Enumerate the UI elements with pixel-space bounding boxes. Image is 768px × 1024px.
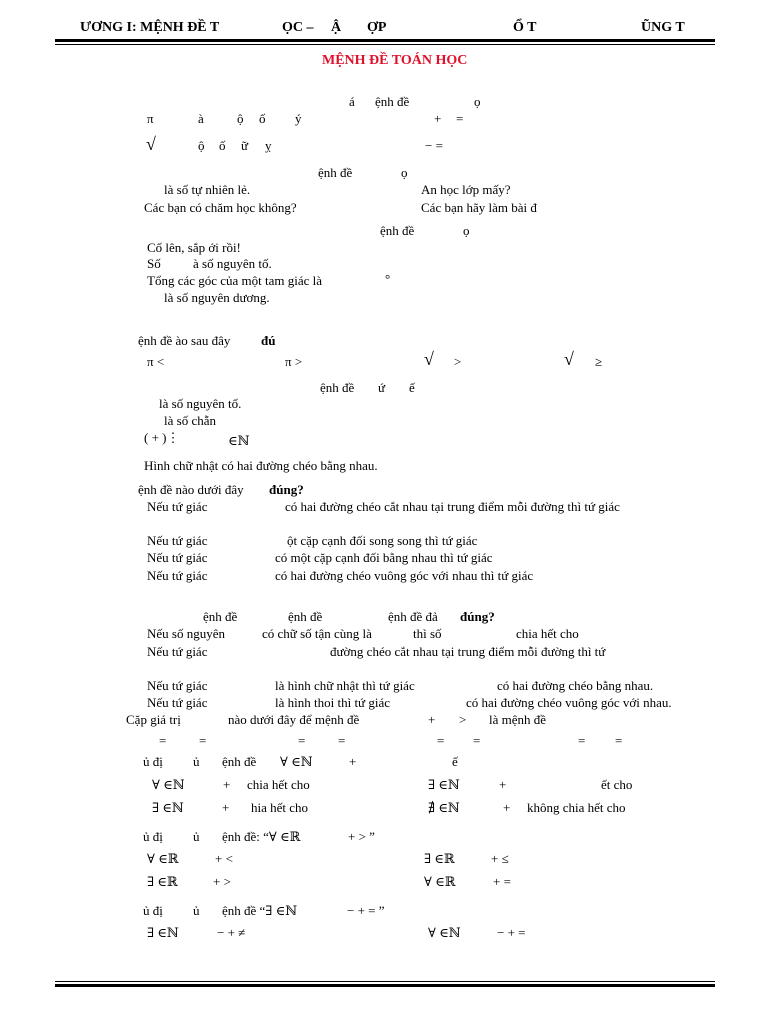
header-part: ŨNG T bbox=[641, 20, 685, 35]
text-line: ∀ ∈ℕ bbox=[428, 925, 461, 940]
text-line: ∈ℕ bbox=[228, 433, 250, 448]
text-line: + bbox=[223, 777, 231, 792]
text-line: π > bbox=[285, 354, 303, 369]
text-line: ∃ ∈ℝ bbox=[424, 851, 455, 866]
text-line: à số nguyên tố. bbox=[193, 256, 272, 271]
text-line: = bbox=[199, 733, 207, 748]
text-line: thì số bbox=[413, 626, 442, 641]
text-line: + bbox=[503, 800, 511, 815]
text-line: ∃ ∈ℕ bbox=[428, 777, 460, 792]
text-line: có một cặp cạnh đối bằng nhau thì tứ giác bbox=[275, 550, 493, 565]
text-line: ∃ ∈ℕ bbox=[147, 925, 179, 940]
header-part: Ổ T bbox=[513, 20, 537, 35]
text-line: chia hết cho bbox=[516, 626, 579, 641]
text-line: ủ bbox=[193, 829, 200, 844]
text-line: ( + )⋮ bbox=[144, 430, 180, 445]
text-line: có hai đường chéo bằng nhau. bbox=[497, 678, 654, 693]
text-line: + > ” bbox=[348, 829, 375, 844]
text-line: = bbox=[159, 733, 167, 748]
text-line: ° bbox=[385, 271, 391, 286]
text-line: ết cho bbox=[601, 777, 633, 792]
text-line: Cặp giá trị bbox=[126, 712, 181, 727]
text-line: Nếu tứ giác bbox=[147, 695, 208, 710]
text-line: là hình thoi thì tứ giác bbox=[275, 695, 391, 710]
text-line: ữ bbox=[241, 138, 249, 153]
text-line: là hình chữ nhật thì tứ giác bbox=[275, 678, 415, 693]
text-line: ế bbox=[409, 380, 415, 395]
text-line: ủ đị bbox=[143, 829, 163, 844]
text-line: = bbox=[437, 733, 445, 748]
text-line: là số chẵn bbox=[164, 413, 216, 428]
text-line: > bbox=[454, 354, 462, 369]
text-line: đú bbox=[261, 333, 276, 348]
text-line: + bbox=[349, 754, 357, 769]
text-line: Nếu tứ giác bbox=[147, 644, 208, 659]
text-line: ệnh đề: “∀ ∈ℝ bbox=[222, 829, 301, 844]
text-line: có hai đường chéo vuông góc với nhau. bbox=[466, 695, 672, 710]
text-line: = bbox=[298, 733, 306, 748]
text-line: Nếu tứ giác bbox=[147, 533, 208, 548]
text-line: có hai đường chéo vuông góc với nhau thì tứ giác bbox=[275, 568, 534, 583]
text-line: + > bbox=[213, 874, 231, 889]
text-line: ∃ ∈ℝ bbox=[147, 874, 178, 889]
text-line: hia hết cho bbox=[251, 800, 309, 815]
text-line: = bbox=[456, 111, 464, 126]
text-line: Tổng các góc của một tam giác là bbox=[147, 273, 323, 288]
header-part: ỢP bbox=[367, 20, 387, 35]
text-line: √ bbox=[564, 349, 574, 369]
text-line: √ bbox=[424, 349, 434, 369]
text-line: ∄ ∈ℕ bbox=[428, 800, 460, 815]
text-line: ộ bbox=[198, 138, 205, 153]
text-line: An học lớp mấy? bbox=[421, 182, 511, 197]
text-line: ỵ bbox=[265, 138, 272, 153]
text-line: Hình chữ nhật có hai đường chéo bằng nhau. bbox=[144, 458, 378, 473]
text-line: Nếu tứ giác bbox=[147, 499, 208, 514]
text-line: ≥ bbox=[595, 354, 603, 369]
text-line: π bbox=[147, 111, 154, 126]
text-line: ∀ ∈ℝ bbox=[424, 874, 456, 889]
text-line: ∀ ∈ℕ bbox=[280, 754, 313, 769]
text-line: đúng? bbox=[460, 609, 495, 624]
text-line: Số bbox=[147, 256, 161, 271]
text-line: là số tự nhiên lẻ. bbox=[164, 182, 251, 197]
text-line: = bbox=[615, 733, 623, 748]
text-line: ọ bbox=[463, 223, 470, 238]
text-line: = bbox=[473, 733, 481, 748]
text-line: Nếu tứ giác bbox=[147, 568, 208, 583]
footer-rule-thin bbox=[55, 981, 715, 982]
header-chapter: ƯƠNG I: MỆNH ĐỀ T bbox=[80, 20, 220, 35]
text-line: ủ bbox=[193, 903, 200, 918]
text-line: ủ đị bbox=[143, 754, 163, 769]
text-line: chia hết cho bbox=[247, 777, 310, 792]
text-line: − + ≠ bbox=[217, 925, 246, 940]
text-line: là số nguyên tố. bbox=[159, 396, 242, 411]
text-line: ∀ ∈ℝ bbox=[147, 851, 179, 866]
text-line: ệnh đề bbox=[222, 754, 257, 769]
text-line: = bbox=[338, 733, 346, 748]
text-line: Nếu số nguyên bbox=[147, 626, 225, 641]
text-line: ệnh đề “∃ ∈ℕ bbox=[222, 903, 298, 918]
text-line: + = bbox=[493, 874, 511, 889]
text-line: + ≤ bbox=[491, 851, 509, 866]
text-line: ố bbox=[259, 111, 266, 126]
text-line: = bbox=[578, 733, 586, 748]
text-line: á bbox=[349, 94, 355, 109]
text-line: không chia hết cho bbox=[527, 800, 626, 815]
text-line: đúng? bbox=[269, 482, 304, 497]
header-part: ỌC – bbox=[282, 20, 314, 35]
text-line: + bbox=[434, 111, 442, 126]
text-line: ệnh đề bbox=[288, 609, 323, 624]
text-line: ệnh đề bbox=[203, 609, 238, 624]
text-line: ý bbox=[295, 111, 302, 126]
text-line: là mệnh đề bbox=[489, 712, 547, 727]
text-line: ệnh đề ào sau đây bbox=[138, 333, 231, 348]
text-line: ọ bbox=[474, 94, 481, 109]
text-line: là số nguyên dương. bbox=[164, 290, 270, 305]
text-line: ủ đị bbox=[143, 903, 163, 918]
text-line: − + = bbox=[497, 925, 526, 940]
text-line: có hai đường chéo cắt nhau tại trung điểm mỗi đường thì tứ giác bbox=[285, 499, 620, 514]
text-line: π < bbox=[147, 354, 165, 369]
text-line: ệnh đề đả bbox=[388, 609, 438, 624]
text-line: > bbox=[459, 712, 467, 727]
text-line: + < bbox=[215, 851, 233, 866]
text-line: ∃ ∈ℕ bbox=[152, 800, 184, 815]
text-line: ệnh đề bbox=[375, 94, 410, 109]
text-line: Nếu tứ giác bbox=[147, 678, 208, 693]
text-line: đường chéo cắt nhau tại trung điểm mỗi đường thì tứ bbox=[330, 644, 606, 659]
text-line: Cố lên, sắp ới rồi! bbox=[147, 240, 241, 255]
page-title: MỆNH ĐỀ TOÁN HỌC bbox=[322, 53, 468, 68]
text-line: ế bbox=[452, 754, 458, 769]
text-line: có chữ số tận cùng là bbox=[262, 626, 372, 641]
text-line: ệnh đề bbox=[318, 165, 353, 180]
text-line: ∀ ∈ℕ bbox=[152, 777, 185, 792]
text-line: ệnh đề bbox=[320, 380, 355, 395]
text-line: Nếu tứ giác bbox=[147, 550, 208, 565]
text-line: − = bbox=[425, 138, 443, 153]
text-line: Các bạn có chăm học không? bbox=[144, 200, 297, 215]
text-line: ộ bbox=[237, 111, 244, 126]
text-line: à bbox=[198, 111, 204, 126]
text-line: √ bbox=[146, 134, 156, 154]
text-line: nào dưới đây để mệnh đề bbox=[228, 712, 360, 727]
text-line: ủ bbox=[193, 754, 200, 769]
header-rule-thick bbox=[55, 39, 715, 42]
header-rule-thin bbox=[55, 44, 715, 45]
text-line: ệnh đề bbox=[380, 223, 415, 238]
text-line: ệnh đề nào dưới đây bbox=[138, 482, 244, 497]
text-line: + bbox=[499, 777, 507, 792]
text-line: ọ bbox=[401, 165, 408, 180]
text-line: ứ bbox=[378, 380, 386, 395]
text-line: + bbox=[222, 800, 230, 815]
text-line: ột cặp cạnh đối song song thì tứ giác bbox=[287, 533, 478, 548]
text-line: − + = ” bbox=[347, 903, 385, 918]
header-part: Ậ bbox=[331, 20, 342, 35]
text-line: Các bạn hãy làm bài đ bbox=[421, 200, 537, 215]
footer-rule-thick bbox=[55, 984, 715, 987]
text-line: ố bbox=[219, 138, 226, 153]
text-line: + bbox=[428, 712, 436, 727]
